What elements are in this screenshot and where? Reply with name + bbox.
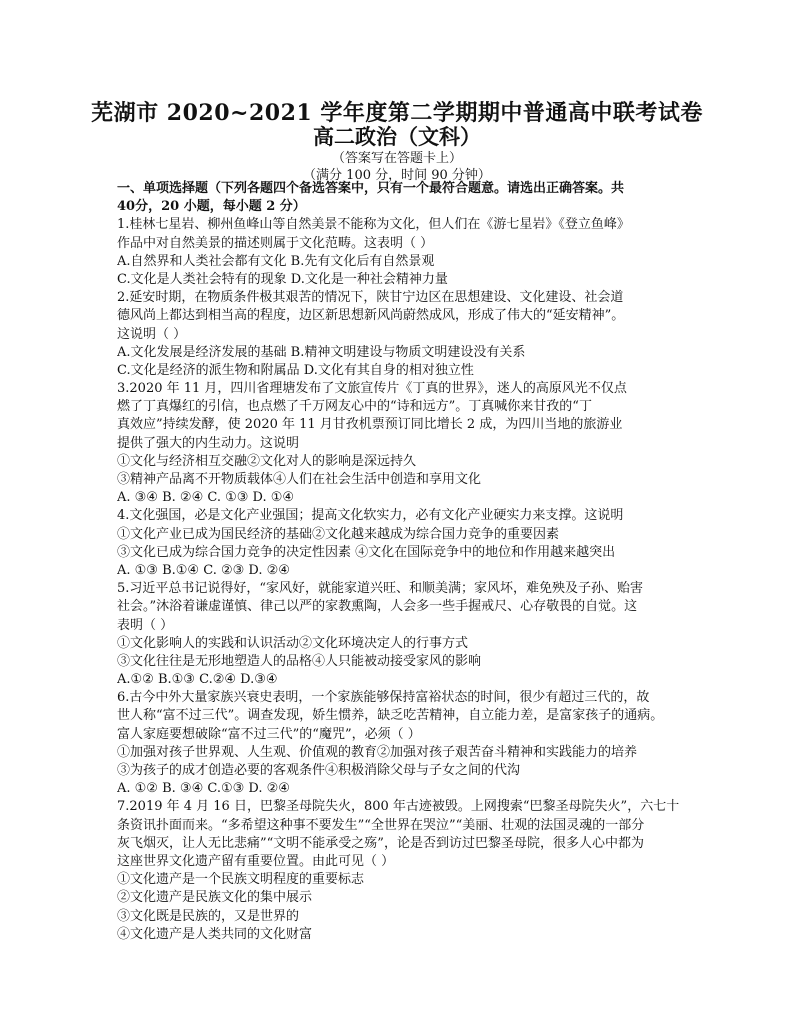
question-line: 3.2020 年 11 月，四川省理塘发布了文旅宣传片《丁真的世界》，迷人的高原风光不仅点 xyxy=(117,381,627,397)
option-line: C.文化是人类社会特有的现象 D.文化是一种社会精神力量 xyxy=(117,271,448,287)
option-line: C.文化是经济的派生物和附属品 D.文化有其自身的相对独立性 xyxy=(117,362,474,378)
question-line: 1.桂林七星岩、柳州鱼峰山等自然美景不能称为文化，但人们在《游七星岩》《登立鱼峰》 xyxy=(117,217,630,233)
option-line: A. ①③ B.①④ C. ②③ D. ②④ xyxy=(117,562,290,578)
option-line: A.自然界和人类社会都有文化 B.先有文化后有自然景观 xyxy=(117,253,435,269)
statement-line: ④文化遗产是人类共同的文化财富 xyxy=(117,926,313,942)
score-time-note: （满分 100 分，时间 90 分钟） xyxy=(303,168,491,183)
question-line: 作品中对自然美景的描述则属于文化范畴。这表明（ ） xyxy=(117,235,434,251)
section-heading: 一、单项选择题（下列各题四个备选答案中，只有一个最符合题意。请选出正确答案。共 xyxy=(117,181,625,196)
option-line: A.文化发展是经济发展的基础 B.精神文明建设与物质文明建设没有关系 xyxy=(117,344,526,360)
statement-line: ②文化遗产是民族文化的集中展示 xyxy=(117,890,313,906)
statement-line: ①文化遗产是一个民族文明程度的重要标志 xyxy=(117,872,365,888)
exam-content xyxy=(117,180,692,944)
option-line: A.①② B.①③ C.②④ D.③④ xyxy=(117,672,278,688)
statement-line: ③文化既是民族的，又是世界的 xyxy=(117,908,300,924)
question-line: 6.古今中外大量家族兴衰史表明，一个家族能够保持富裕状态的时间，很少有超过三代的，故 xyxy=(117,690,650,706)
question-line: 灰飞烟灭，让人无比悲痛”“文明不能承受之殇”，论是否到访过巴黎圣母院，很多人心中都为 xyxy=(117,835,644,851)
question-line: 7.2019 年 4 月 16 日，巴黎圣母院失火，800 年古迹被毁。上网搜索“巴黎圣母院失火”，六七十 xyxy=(117,799,680,815)
question-line: 真效应”持续发酵，使 2020 年 11 月甘孜机票预订同比增长 2 成，为四川当地的旅游业 xyxy=(117,417,623,433)
option-line: A. ③④ B. ②④ C. ①③ D. ①④ xyxy=(117,490,295,506)
question-line: 提供了强大的内生动力。这说明 xyxy=(117,435,300,451)
exam-subtitle: 高二政治（文科） xyxy=(313,124,481,149)
question-line: 4.文化强国，必是文化产业强国；提高文化软实力，必有文化产业硬实力来支撑。这说明 xyxy=(117,508,624,524)
question-line: 这说明（ ） xyxy=(117,326,187,342)
question-line: 富人家庭要想破除“富不过三代”的“魔咒”，必须（ ） xyxy=(117,726,421,742)
question-line: 表明（ ） xyxy=(117,617,174,633)
question-line: 2.延安时期，在物质条件极其艰苦的情况下，陕甘宁边区在思想建设、文化建设、社会道 xyxy=(117,290,624,306)
statement-line: ①加强对孩子世界观、人生观、价值观的教育②加强对孩子艰苦奋斗精神和实践能力的培养 xyxy=(117,744,638,760)
question-line: 社会。”沐浴着谦虚谨慎、律己以严的家教熏陶，人会多一些手握戒尺、心存敬畏的自觉。这 xyxy=(117,599,638,615)
statement-line: ①文化影响人的实践和认识活动②文化环境决定人的行事方式 xyxy=(117,635,469,651)
question-line: 这座世界文化遗产留有重要位置。由此可见（ ） xyxy=(117,853,395,869)
question-line: 燃了丁真爆红的引信，也点燃了千万网友心中的“诗和远方”。丁真喊你来甘孜的“丁 xyxy=(117,399,592,415)
statement-line: ③精神产品离不开物质载体④人们在社会生活中创造和享用文化 xyxy=(117,472,482,487)
statement-line: ③为孩子的成才创造必要的客观条件④积极消除父母与子女之间的代沟 xyxy=(117,763,521,778)
exam-title: 芜湖市 2020~2021 学年度第二学期期中普通高中联考试卷 xyxy=(91,100,703,126)
statement-line: ③文化已成为综合国力竞争的决定性因素 ④文化在国际竞争中的地位和作用越来越突出 xyxy=(117,544,616,560)
question-line: 条资讯扑面而来。“多希望这种事不要发生”“全世界在哭泣”“美丽、壮观的法国灵魂的一部分 xyxy=(117,817,645,833)
question-line: 世人称“富不过三代”。调查发现，娇生惯养，缺乏吃苦精神，自立能力差，是富家孩子的通病。 xyxy=(117,708,664,724)
statement-line: ①文化产业已成为国民经济的基础②文化越来越成为综合国力竞争的重要因素 xyxy=(117,526,560,542)
option-line: A. ①② B. ③④ C.①③ D. ②④ xyxy=(117,781,290,797)
answer-note: （答案写在答题卡上） xyxy=(331,151,462,166)
statement-line: ①文化与经济相互交融②文化对人的影响是深远持久 xyxy=(117,453,417,469)
section-heading: 40分，20 小题，每小题 2 分） xyxy=(117,199,306,215)
question-line: 德风尚上都达到相当高的程度，边区新思想新风尚蔚然成风，形成了伟大的“延安精神”。 xyxy=(117,308,625,324)
statement-line: ③文化往往是无形地塑造人的品格④人只能被动接受家风的影响 xyxy=(117,653,482,669)
question-line: 5.习近平总书记说得好，“家风好，就能家道兴旺、和顺美满；家风坏，难免殃及子孙、贻害 xyxy=(117,581,644,597)
